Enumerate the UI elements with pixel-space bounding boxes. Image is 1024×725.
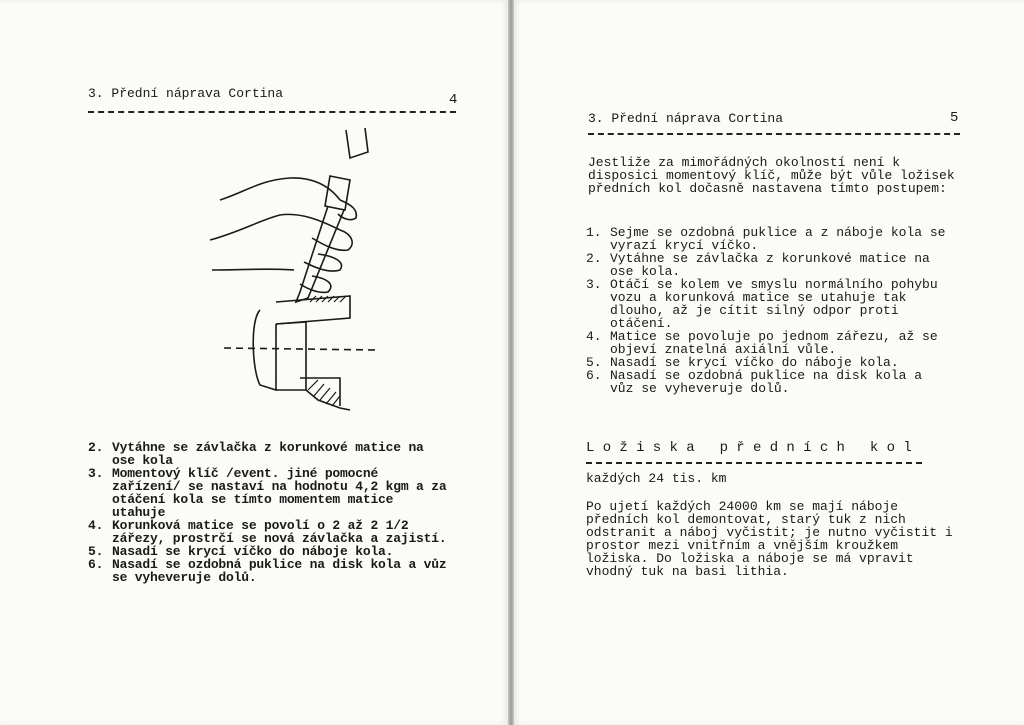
right-page-header: 3. Přední náprava Cortina [588,111,784,126]
hub-left-rim [253,310,276,390]
list-item: 5. Nasadí se krycí víčko do náboje kola. [88,544,394,559]
list-item: 2. Vytáhne se závlačka z korunkové matice na ose kola [88,440,424,468]
list-item: 3. Momentový klíč /event. jiné pomocné zařízení/ se nastaví na hodnotu 4,2 kgm a za otáčení kola se tímto momentem matice utahuje [88,466,447,520]
left-page-number: 4 [449,92,458,108]
axis-centerline [224,348,376,350]
list-item: 6. Nasadí se ozdobná puklice na disk kola a vůz se vyheveruje dolů. [586,368,923,396]
right-page [514,0,1024,725]
intro-paragraph: Jestliže za mimořádných okolností není k disposici momentový klíč, může být vůle ložisek předních kol dočasně nastavena tímto postupem: [588,155,955,196]
service-interval: každých 24 tis. km [586,471,727,486]
hub-body [276,322,306,390]
wheel-hub-illustration [200,120,380,420]
list-item: 4. Korunková matice se povolí o 2 až 2 1/2 zářezy, prostrčí se nová závlačka a zajistí. [88,518,447,546]
section-paragraph: Po ujetí každých 24000 km se mají náboje předních kol demontovat, starý tuk z nich odstranit a náboj vyčistit; je nutno vyčistit i prostor mezi vnitřním a vnějším kroužkem ložiska. Do ložiska a náboje se má vpravit vhodný tuk na basi lithia. [586,499,953,579]
right-page-number: 5 [950,110,959,126]
hub-lower-flange [306,390,350,410]
punch-head [325,176,350,210]
list-item: 2. Vytáhne se závlačka z korunkové matice na ose kola. [586,251,930,279]
left-page-header: 3. Přední náprava Cortina [88,86,284,101]
list-item: 6. Nasadí se ozdobná puklice na disk kola a vůz se vyheveruje dolů. [88,557,447,585]
section-heading: Ložiska předních kol [586,440,921,456]
left-header-rule [88,111,456,113]
hand-top [220,178,340,200]
list-item: 4. Matice se povoluje po jednom zářezu, až se objeví znatelná axiální vůle. [586,329,938,357]
left-page [0,0,508,725]
tool-top-outline [346,128,368,158]
palm-edge [212,269,294,270]
right-header-rule [588,133,960,135]
section-heading-rule [586,462,922,464]
list-item: 5. Nasadí se krycí víčko do náboje kola. [586,355,899,370]
right-steps-list [586,226,948,395]
list-item: 3. Otáčí se kolem ve smyslu normálního pohybu vozu a korunková matice se utahuje tak dlouho, až je cítit silný odpor proti otáčení. [586,277,938,331]
list-item: 1. Sejme se ozdobná puklice a z náboje kola se vyrazí krycí víčko. [586,225,946,253]
left-steps-list [88,441,448,584]
hub-top-band [276,296,350,324]
